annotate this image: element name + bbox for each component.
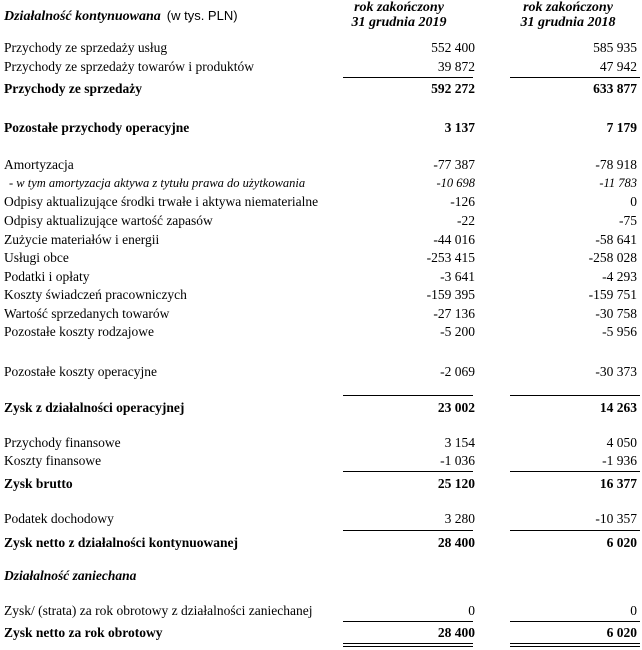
table-row bbox=[0, 511, 642, 528]
value-2018: -30 373 bbox=[595, 364, 637, 379]
value-2018: 585 935 bbox=[593, 40, 637, 55]
unit-label: (w tys. PLN) bbox=[166, 8, 238, 23]
value-2018: -11 783 bbox=[599, 176, 637, 190]
total-double-rule-2018-bottom bbox=[510, 646, 640, 647]
table-row-sub-item bbox=[0, 176, 642, 193]
table-row bbox=[0, 435, 642, 452]
table-row bbox=[0, 232, 642, 249]
row-label: Pozostałe przychody operacyjne bbox=[4, 120, 190, 135]
statement-title bbox=[4, 8, 238, 25]
table-row-subtotal bbox=[0, 476, 642, 493]
value-2019: 0 bbox=[468, 603, 475, 618]
value-2019: 3 137 bbox=[444, 120, 475, 135]
value-2019: -126 bbox=[450, 194, 475, 209]
row-label: Wartość sprzedanych towarów bbox=[4, 306, 170, 321]
table-row bbox=[0, 213, 642, 230]
table-row bbox=[0, 306, 642, 323]
table-row bbox=[0, 453, 642, 470]
subtotal-rule-2019 bbox=[343, 530, 473, 531]
row-label: Koszty finansowe bbox=[4, 453, 102, 468]
subtotal-rule-2019 bbox=[343, 77, 473, 78]
total-double-rule-2019-bottom bbox=[343, 646, 473, 647]
row-label: Zysk z działalności operacyjnej bbox=[4, 400, 185, 415]
value-2019: -1 036 bbox=[440, 453, 475, 468]
table-row bbox=[0, 603, 642, 620]
table-row bbox=[0, 157, 642, 174]
table-row-total bbox=[0, 625, 642, 642]
value-2018: 0 bbox=[630, 194, 637, 209]
column-header-2019-line1: rok zakończony bbox=[354, 0, 444, 15]
section-title-continued: Działalność kontynuowana bbox=[4, 9, 161, 24]
row-label: Koszty świadczeń pracowniczych bbox=[4, 287, 187, 302]
table-row bbox=[0, 40, 642, 57]
subtotal-rule-2019 bbox=[343, 395, 473, 396]
value-2018: -30 758 bbox=[595, 306, 637, 321]
value-2018: -75 bbox=[619, 213, 637, 228]
value-2019: 592 272 bbox=[431, 81, 475, 96]
row-label: Pozostałe koszty operacyjne bbox=[4, 364, 157, 379]
subtotal-rule-2018 bbox=[510, 395, 640, 396]
total-double-rule-2019-top bbox=[343, 643, 473, 644]
row-label: Podatek dochodowy bbox=[4, 511, 114, 526]
subtotal-rule-2018 bbox=[510, 77, 640, 78]
value-2019: 25 120 bbox=[437, 476, 475, 491]
value-2018: 6 020 bbox=[606, 625, 637, 640]
row-label: Zużycie materiałów i energii bbox=[4, 232, 160, 247]
row-label: Amortyzacja bbox=[4, 157, 74, 172]
value-2018: -78 918 bbox=[595, 157, 637, 172]
row-label: Usługi obce bbox=[4, 250, 69, 265]
value-2019: -77 387 bbox=[433, 157, 475, 172]
value-2019: -44 016 bbox=[433, 232, 475, 247]
row-label: Przychody finansowe bbox=[4, 435, 121, 450]
value-2018: -159 751 bbox=[588, 287, 637, 302]
value-2019: -253 415 bbox=[426, 250, 475, 265]
table-row-subtotal bbox=[0, 535, 642, 552]
row-label: - w tym amortyzacja aktywa z tytułu prawa do użytkowania bbox=[9, 176, 306, 190]
value-2019: 3 280 bbox=[444, 511, 475, 526]
row-label: Zysk netto z działalności kontynuowanej bbox=[4, 535, 239, 550]
value-2018: 47 942 bbox=[599, 59, 637, 74]
value-2019: -2 069 bbox=[440, 364, 475, 379]
column-header-2019-line2: 31 grudnia 2019 bbox=[351, 15, 447, 30]
row-label: Pozostałe koszty rodzajowe bbox=[4, 324, 154, 339]
value-2019: -22 bbox=[457, 213, 475, 228]
table-row-subtotal bbox=[0, 81, 642, 98]
table-row-subtotal bbox=[0, 120, 642, 137]
table-row bbox=[0, 287, 642, 304]
value-2019: 23 002 bbox=[437, 400, 475, 415]
value-2018: 0 bbox=[630, 603, 637, 618]
subtotal-rule-2019 bbox=[343, 621, 473, 622]
value-2018: 633 877 bbox=[593, 81, 637, 96]
value-2019: 3 154 bbox=[444, 435, 475, 450]
table-row bbox=[0, 324, 642, 341]
value-2018: 7 179 bbox=[606, 120, 637, 135]
row-label: Przychody ze sprzedaży bbox=[4, 81, 142, 96]
subtotal-rule-2018 bbox=[510, 530, 640, 531]
value-2018: -10 357 bbox=[595, 511, 637, 526]
value-2019: 552 400 bbox=[431, 40, 475, 55]
column-header-2018-line2: 31 grudnia 2018 bbox=[520, 15, 616, 30]
value-2018: -58 641 bbox=[595, 232, 637, 247]
value-2019: -159 395 bbox=[426, 287, 475, 302]
value-2018: -258 028 bbox=[588, 250, 637, 265]
value-2018: 6 020 bbox=[606, 535, 637, 550]
subtotal-rule-2018 bbox=[510, 471, 640, 472]
row-label: Podatki i opłaty bbox=[4, 269, 90, 284]
total-double-rule-2018-top bbox=[510, 643, 640, 644]
value-2019: -3 641 bbox=[440, 269, 475, 284]
section-title-discontinued: Działalność zaniechana bbox=[4, 568, 137, 583]
row-label: Odpisy aktualizujące środki trwałe i aktywa niematerialne bbox=[4, 194, 319, 209]
value-2019: -5 200 bbox=[440, 324, 475, 339]
row-label: Zysk/ (strata) za rok obrotowy z działalności zaniechanej bbox=[4, 603, 313, 618]
subtotal-rule-2019 bbox=[343, 471, 473, 472]
subtotal-rule-2018 bbox=[510, 621, 640, 622]
column-header-2019 bbox=[329, 0, 469, 30]
column-header-2018 bbox=[498, 0, 638, 30]
value-2019: 28 400 bbox=[437, 535, 475, 550]
column-header-2018-line1: rok zakończony bbox=[523, 0, 613, 15]
row-label: Zysk netto za rok obrotowy bbox=[4, 625, 163, 640]
table-row bbox=[0, 250, 642, 267]
value-2018: 16 377 bbox=[599, 476, 637, 491]
value-2018: -5 956 bbox=[602, 324, 637, 339]
value-2019: -27 136 bbox=[433, 306, 475, 321]
value-2018: 14 263 bbox=[599, 400, 637, 415]
value-2018: -1 936 bbox=[602, 453, 637, 468]
table-row bbox=[0, 364, 642, 381]
value-2019: -10 698 bbox=[436, 176, 475, 190]
value-2018: 4 050 bbox=[606, 435, 637, 450]
table-row bbox=[0, 269, 642, 286]
table-row bbox=[0, 194, 642, 211]
value-2018: -4 293 bbox=[602, 269, 637, 284]
value-2019: 39 872 bbox=[437, 59, 475, 74]
row-label: Zysk brutto bbox=[4, 476, 73, 491]
row-label: Przychody ze sprzedaży towarów i produktów bbox=[4, 59, 255, 74]
row-label: Odpisy aktualizujące wartość zapasów bbox=[4, 213, 213, 228]
row-label: Przychody ze sprzedaży usług bbox=[4, 40, 168, 55]
table-row-subtotal bbox=[0, 400, 642, 417]
value-2019: 28 400 bbox=[437, 625, 475, 640]
table-row bbox=[0, 59, 642, 76]
